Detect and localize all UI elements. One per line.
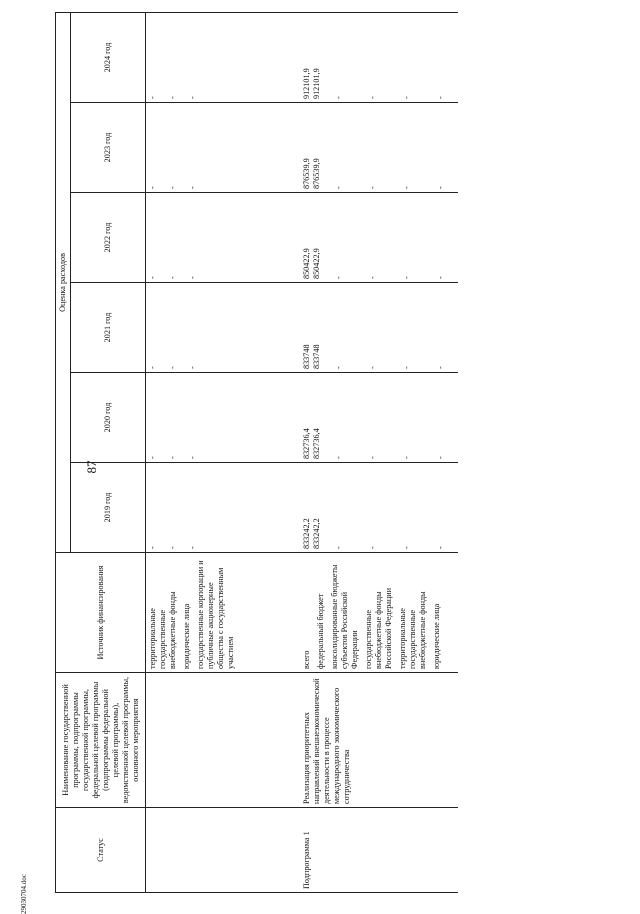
page-number: 87 xyxy=(84,460,99,474)
value-cell: - xyxy=(148,456,157,459)
name-cell: Реализация приоритетных направлений внешнеэкономической деятельности в процессе международного экономического сотрудничества xyxy=(300,673,458,808)
value-cell: 876539,9 xyxy=(302,158,311,189)
source-item: территориальные государственные внебюджетные фонды xyxy=(148,591,177,669)
header-source: Источник финансирования xyxy=(56,553,146,673)
name-cell xyxy=(146,673,301,808)
source-list xyxy=(146,553,301,673)
footer-code: 29030704.doc xyxy=(20,874,28,914)
year-values xyxy=(146,283,301,373)
header-name: Наименование государственной программы, подпрограммы государственной программы, федеральной целевой программы (подпрограммы федеральной целевой программы), ведомственной целевой программы, основного мероприятия xyxy=(56,673,146,808)
value-cell: - xyxy=(402,456,411,459)
table-row-subprogram xyxy=(300,12,458,892)
value-cell: 833748 xyxy=(312,344,321,369)
header-year: 2021 год xyxy=(71,283,146,373)
header-year: 2020 год xyxy=(71,373,146,463)
source-item: территориальные государственные внебюджетные фонды xyxy=(398,591,427,669)
value-cell: 833242,2 xyxy=(302,518,311,549)
value-cell: - xyxy=(188,456,197,459)
value-cell: - xyxy=(436,456,445,459)
value-cell: - xyxy=(168,186,177,189)
value-cell: 833748 xyxy=(302,344,311,369)
year-values xyxy=(146,103,301,193)
value-cell: - xyxy=(188,186,197,189)
source-item: юридические лица xyxy=(432,603,441,669)
header-year: 2019 год xyxy=(71,463,146,553)
value-cell: - xyxy=(402,366,411,369)
source-item: государственные корпорации и публичные акционерные общества с государственным участием xyxy=(196,560,235,669)
year-values xyxy=(300,103,458,193)
value-cell: - xyxy=(168,546,177,549)
value-cell: - xyxy=(402,96,411,99)
value-cell: - xyxy=(188,276,197,279)
year-values xyxy=(300,193,458,283)
year-values xyxy=(146,193,301,283)
value-cell: - xyxy=(368,366,377,369)
value-cell: 850422,9 xyxy=(312,248,321,279)
value-cell: - xyxy=(368,546,377,549)
value-cell: - xyxy=(334,456,343,459)
value-cell: - xyxy=(334,186,343,189)
source-list xyxy=(300,553,458,673)
value-cell: 912101,9 xyxy=(312,68,321,99)
header-year: 2022 год xyxy=(71,193,146,283)
value-cell: 833242,2 xyxy=(312,518,321,549)
header-estimate: Оценка расходов xyxy=(56,12,71,552)
source-item: консолидированные бюджеты субъектов Российской Федерации xyxy=(330,564,359,669)
value-cell: - xyxy=(436,186,445,189)
source-item: федеральный бюджет xyxy=(316,593,325,669)
value-cell: - xyxy=(436,546,445,549)
value-cell: - xyxy=(436,96,445,99)
value-cell: 850422,9 xyxy=(302,248,311,279)
source-item: юридические лица xyxy=(182,603,191,669)
status-cell: Подпрограмма 1 xyxy=(300,808,458,893)
expense-table xyxy=(55,12,458,893)
value-cell: - xyxy=(334,96,343,99)
year-values xyxy=(300,12,458,102)
year-values xyxy=(146,373,301,463)
value-cell: 912101,9 xyxy=(302,68,311,99)
year-values xyxy=(300,283,458,373)
value-cell: - xyxy=(148,276,157,279)
source-item: всего xyxy=(302,650,311,669)
table-row-continuation xyxy=(146,12,301,892)
value-cell: - xyxy=(436,276,445,279)
header-year: 2024 год xyxy=(71,12,146,102)
value-cell: - xyxy=(436,366,445,369)
value-cell: - xyxy=(168,456,177,459)
expense-table-sheet xyxy=(55,13,600,893)
value-cell: - xyxy=(148,96,157,99)
value-cell: - xyxy=(188,366,197,369)
value-cell: 876539,9 xyxy=(312,158,321,189)
value-cell: - xyxy=(368,186,377,189)
value-cell: - xyxy=(188,96,197,99)
year-values xyxy=(146,12,301,102)
value-cell: - xyxy=(148,366,157,369)
status-cell xyxy=(146,808,301,893)
year-values xyxy=(146,463,301,553)
value-cell: - xyxy=(402,186,411,189)
value-cell: - xyxy=(402,546,411,549)
value-cell: - xyxy=(334,366,343,369)
value-cell: - xyxy=(368,456,377,459)
value-cell: - xyxy=(402,276,411,279)
source-item: государственные внебюджетные фонды Российской Федерации xyxy=(364,587,393,669)
value-cell: - xyxy=(168,276,177,279)
header-year: 2023 год xyxy=(71,103,146,193)
value-cell: - xyxy=(168,96,177,99)
value-cell: - xyxy=(368,276,377,279)
value-cell: - xyxy=(148,546,157,549)
value-cell: 832736,4 xyxy=(312,428,321,459)
header-status: Статус xyxy=(56,808,146,893)
value-cell: - xyxy=(148,186,157,189)
value-cell: - xyxy=(368,96,377,99)
year-values xyxy=(300,463,458,553)
value-cell: - xyxy=(334,276,343,279)
year-values xyxy=(300,373,458,463)
value-cell: 832736,4 xyxy=(302,428,311,459)
value-cell: - xyxy=(188,546,197,549)
value-cell: - xyxy=(168,366,177,369)
value-cell: - xyxy=(334,546,343,549)
